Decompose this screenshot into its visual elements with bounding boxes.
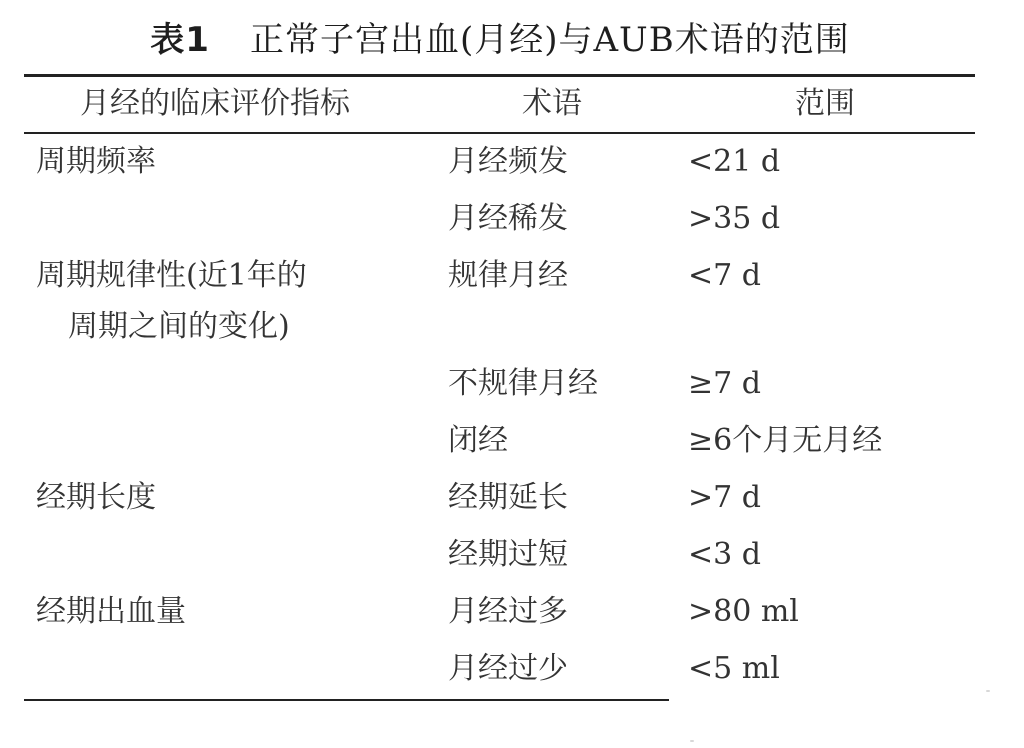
cell-indicator: 周期规律性(近1年的 <box>36 258 307 293</box>
scan-artifact <box>986 690 990 692</box>
cell-range: <3 d <box>688 537 761 572</box>
cell-range: <5 ml <box>688 651 780 686</box>
cell-term: 月经频发 <box>448 144 568 179</box>
cell-range: ≥6个月无月经 <box>688 423 883 458</box>
cell-term: 经期延长 <box>448 480 568 515</box>
cell-term: 月经过多 <box>448 594 568 629</box>
table-number: 表1 <box>150 20 210 60</box>
cell-range: <7 d <box>688 258 761 293</box>
header-term: 术语 <box>522 86 582 121</box>
table-top-rule <box>24 74 975 77</box>
cell-indicator: 经期出血量 <box>36 594 186 629</box>
table-title: 正常子宫出血(月经)与AUB术语的范围 <box>249 20 850 60</box>
cell-range: ≥7 d <box>688 366 761 401</box>
scan-artifact <box>690 740 694 742</box>
cell-range: <21 d <box>688 144 781 179</box>
table-caption <box>0 14 1000 66</box>
cell-indicator: 经期长度 <box>36 480 156 515</box>
table-bottom-rule <box>24 699 669 701</box>
cell-term: 闭经 <box>448 423 508 458</box>
cell-term: 不规律月经 <box>448 366 598 401</box>
header-indicator: 月经的临床评价指标 <box>80 86 350 121</box>
cell-range: >7 d <box>688 480 761 515</box>
cell-term: 经期过短 <box>448 537 568 572</box>
cell-indicator-continued: 周期之间的变化) <box>68 309 290 344</box>
cell-indicator: 周期频率 <box>36 144 156 179</box>
cell-term: 月经稀发 <box>448 201 568 236</box>
table-header-rule <box>24 132 975 134</box>
header-range: 范围 <box>795 86 855 121</box>
cell-term: 月经过少 <box>448 651 568 686</box>
cell-range: >35 d <box>688 201 781 236</box>
cell-term: 规律月经 <box>448 258 568 293</box>
cell-range: >80 ml <box>688 594 799 629</box>
